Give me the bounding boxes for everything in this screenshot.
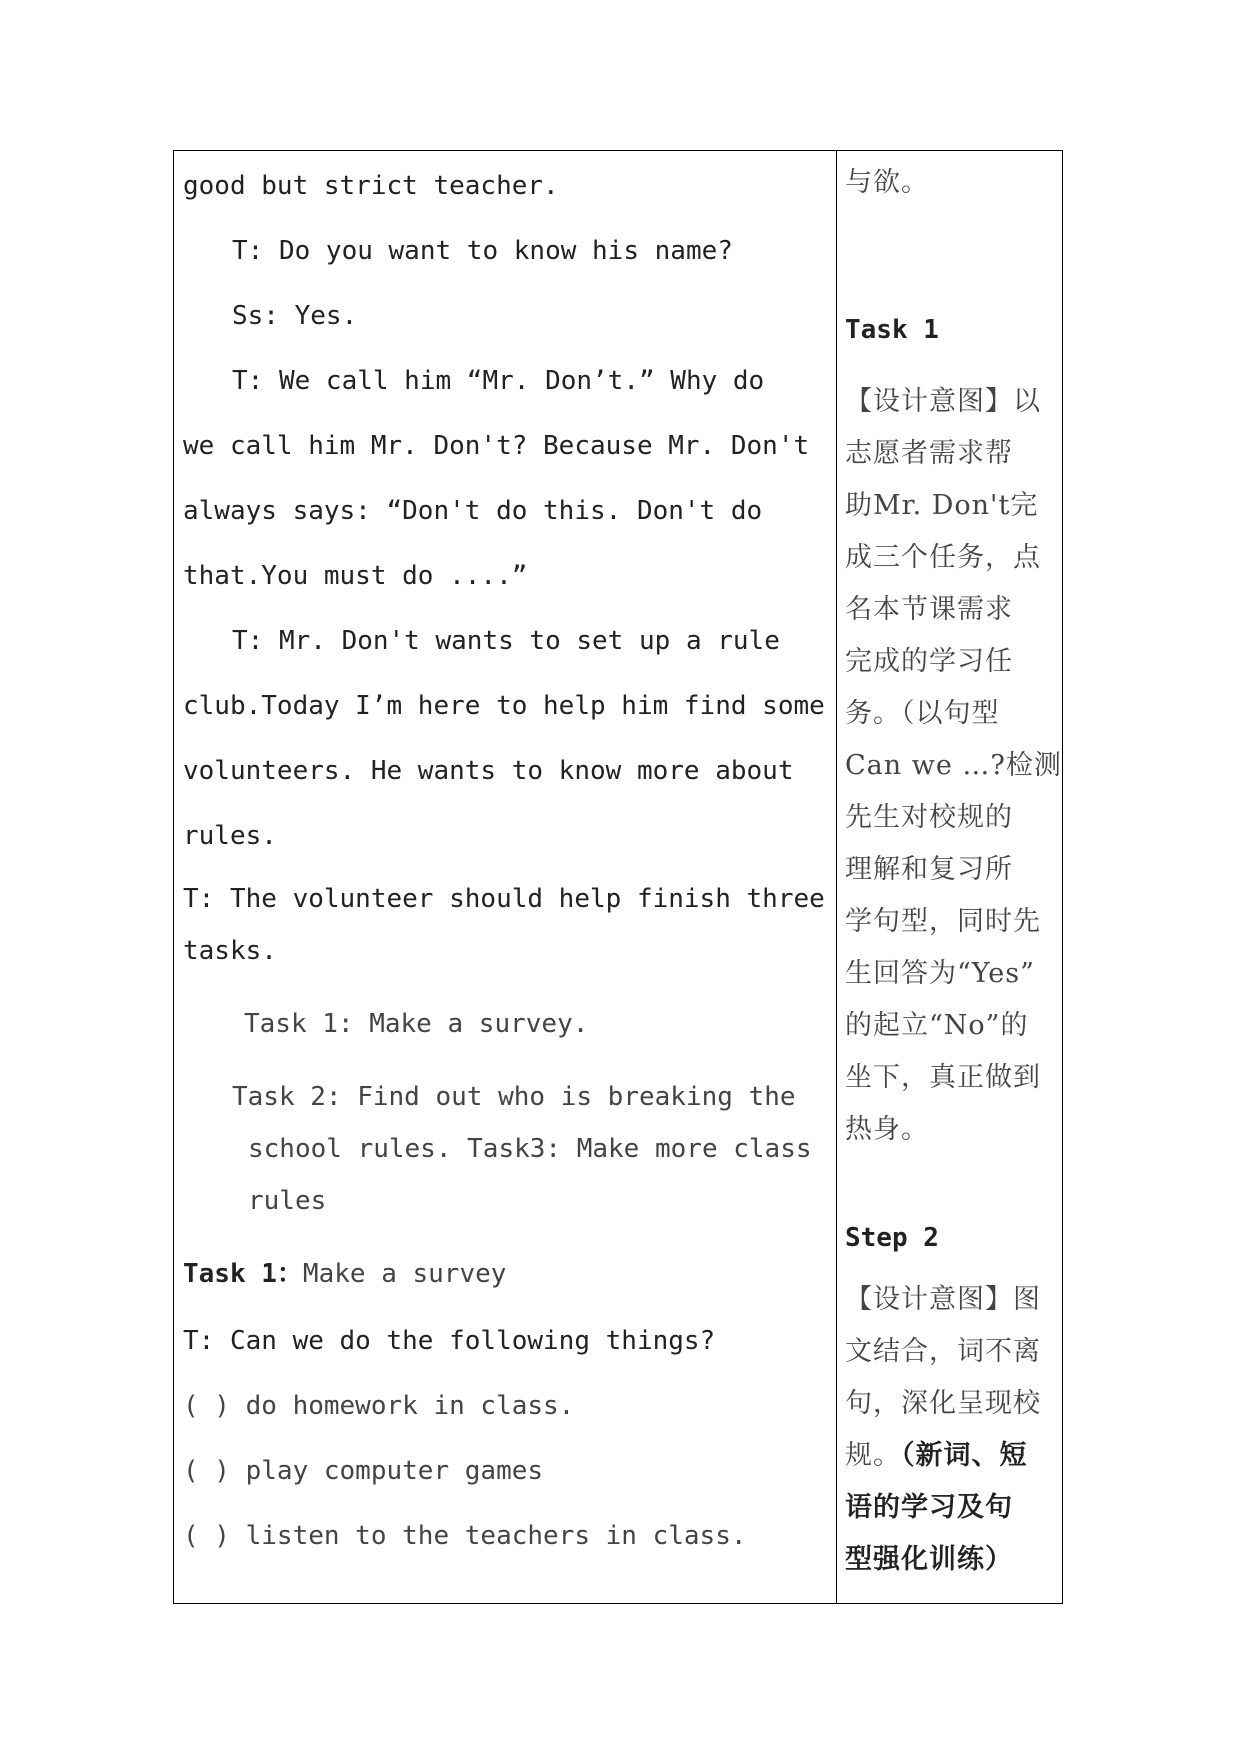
design-note-line: 完成的学习任 [845, 646, 1013, 677]
task1-title: Task 1 [845, 315, 939, 345]
design-note-bold-line: 型强化训练） [845, 1544, 1013, 1575]
design-note-line: 热身。 [845, 1114, 929, 1145]
task-list-item: school rules. Task3: Make more class [248, 1134, 812, 1164]
step2-title: Step 2 [845, 1223, 939, 1253]
design-note-line: 句，深化呈现校 [845, 1388, 1041, 1419]
design-note-line: 生回答为“Yes” [845, 958, 1035, 989]
text-line: Ss: Yes. [232, 301, 358, 331]
design-note-line: 【设计意图】图 [845, 1284, 1041, 1315]
task-list-item: rules [248, 1186, 327, 1216]
text-line: tasks. [183, 936, 277, 966]
task1-heading-label: Task 1： [183, 1259, 303, 1289]
survey-option: ( ) listen to the teachers in class. [183, 1521, 747, 1551]
survey-option: ( ) do homework in class. [183, 1391, 575, 1421]
text-line: volunteers. He wants to know more about [183, 756, 794, 786]
design-note-line: 先生对校规的 [845, 802, 1013, 833]
design-note-line: 【设计意图】以 [845, 386, 1041, 417]
task1-heading [183, 1258, 506, 1290]
design-note-line: 文结合，词不离 [845, 1336, 1041, 1367]
task1-heading-title: Make a survey [302, 1259, 507, 1289]
design-note-line [845, 1440, 1028, 1472]
text-line: good but strict teacher. [183, 171, 559, 201]
design-note-line: 志愿者需求帮 [845, 438, 1013, 469]
design-note-bold-line: 语的学习及句 [845, 1492, 1013, 1523]
text-line: that.You must do ....” [183, 561, 528, 591]
note-text: 与欲。 [845, 167, 929, 198]
design-note-bold: （新词、短 [901, 1440, 1028, 1471]
design-note-line: 坐下，真正做到 [845, 1062, 1041, 1093]
text-line: club.Today I’m here to help him find some [183, 691, 825, 721]
design-note-line: 的起立“No”的 [845, 1010, 1029, 1041]
text-line: always says: “Don't do this. Don't do [183, 496, 763, 526]
column-divider [836, 151, 837, 1603]
design-note-line: 理解和复习所 [845, 854, 1013, 885]
design-note-plain: 规。 [845, 1440, 901, 1471]
text-line: T: Mr. Don't wants to set up a rule [232, 626, 780, 656]
text-line: we call him Mr. Don't? Because Mr. Don't [183, 431, 810, 461]
text-line: T: We call him “Mr. Don’t.” Why do [232, 366, 765, 396]
text-line: T: The volunteer should help finish three [183, 884, 825, 914]
task-list-item: Task 2: Find out who is breaking the [232, 1082, 796, 1112]
question-line: T: Can we do the following things? [183, 1326, 716, 1356]
text-line: rules. [183, 821, 277, 851]
survey-option: ( ) play computer games [183, 1456, 544, 1486]
design-note-line: 务。（以句型 [845, 698, 1000, 729]
text-line: T: Do you want to know his name? [232, 236, 733, 266]
task-list-item: Task 1: Make a survey. [244, 1009, 589, 1039]
design-note-line: 助Mr. Don't完 [845, 490, 1039, 521]
design-note-line: 名本节课需求 [845, 594, 1013, 625]
design-note-line: 学句型，同时先 [845, 906, 1041, 937]
design-note-line: Can we …?检测 [845, 750, 1062, 781]
design-note-line: 成三个任务，点 [845, 542, 1041, 573]
